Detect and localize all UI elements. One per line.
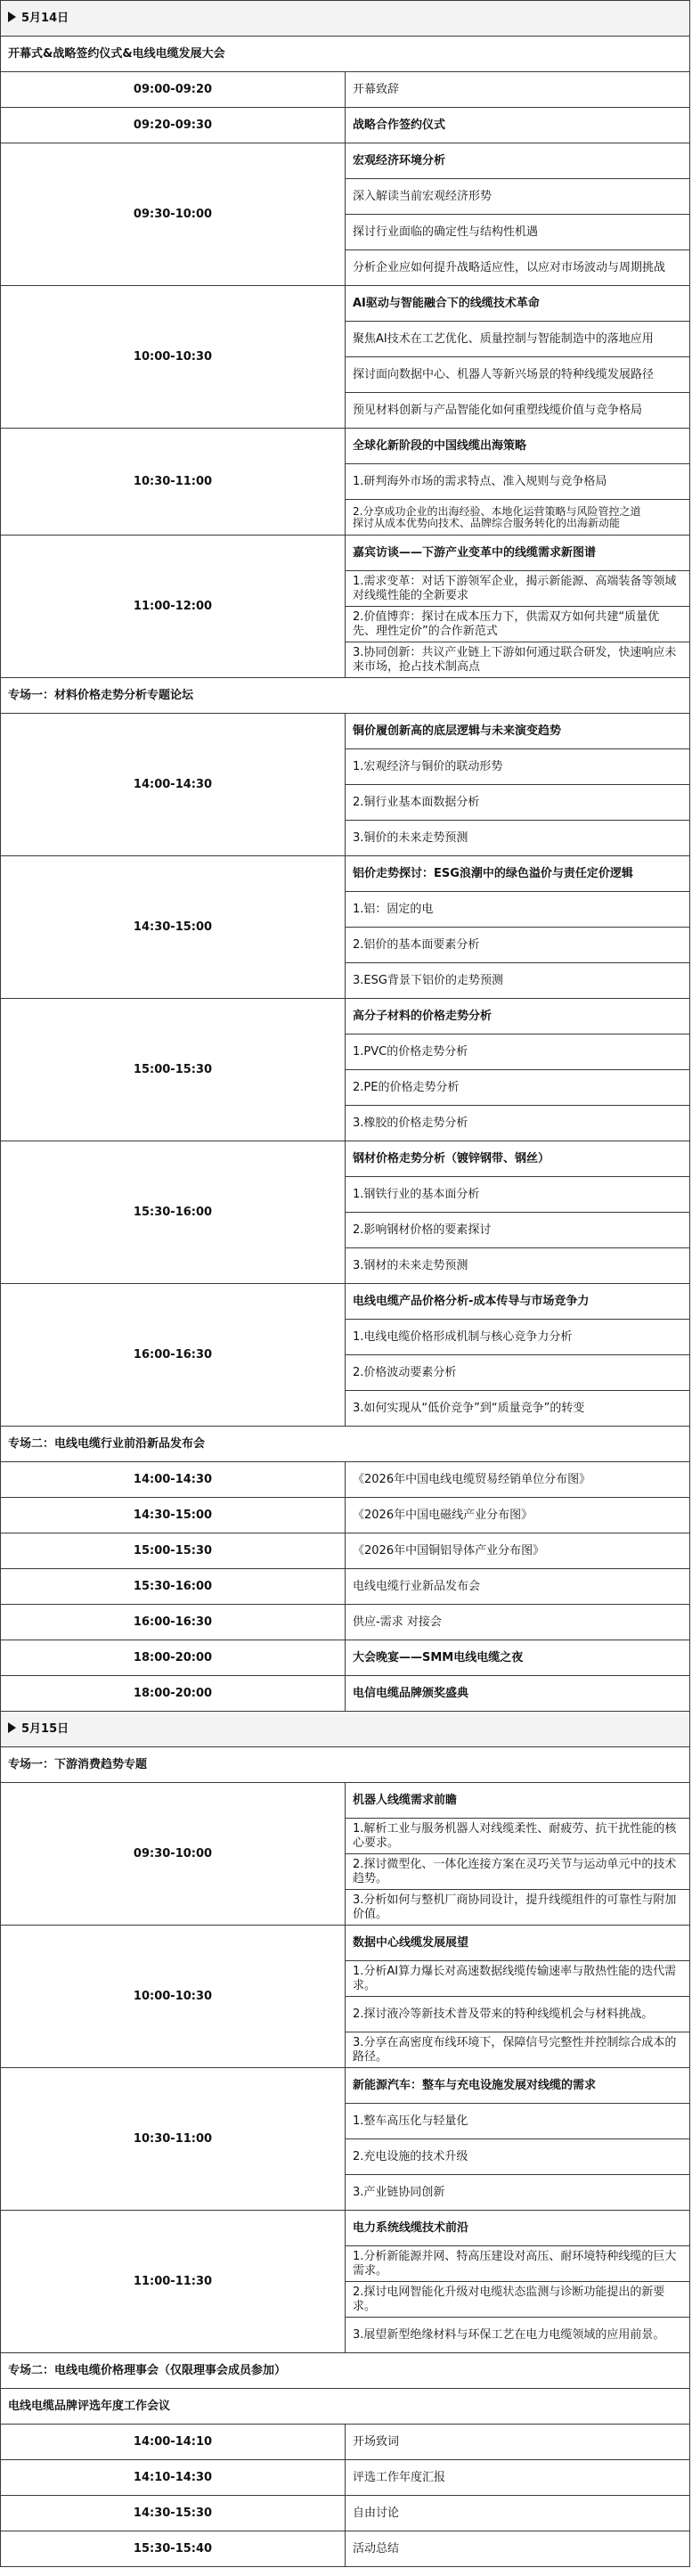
agenda-row [1, 1783, 690, 1819]
topic-item: 3.如何实现从“低价竞争”到“质量竞争”的转变 [346, 1391, 690, 1427]
topic-item: 开场致词 [346, 2425, 690, 2460]
topic-title: 电线电缆产品价格分析-成本传导与市场竞争力 [346, 1284, 690, 1320]
time-cell: 10:30-11:00 [1, 2068, 346, 2211]
agenda-row [1, 2496, 690, 2531]
topic-item: 开幕致辞 [346, 72, 690, 108]
topic-item: 《2026年中国电磁线产业分布图》 [346, 1498, 690, 1533]
agenda-row [1, 1676, 690, 1712]
time-cell: 14:00-14:30 [1, 1462, 346, 1498]
topic-item: 电线电缆行业新品发布会 [346, 1569, 690, 1605]
topic-title: 高分子材料的价格走势分析 [346, 999, 690, 1034]
agenda-row [1, 2460, 690, 2496]
time-cell: 10:00-10:30 [1, 1926, 346, 2068]
topic-title: 电信电缆品牌颁奖盛典 [346, 1676, 690, 1712]
topic-title: AI驱动与智能融合下的线缆技术革命 [346, 286, 690, 322]
topic-item: 《2026年中国电线电缆贸易经销单位分布图》 [346, 1462, 690, 1498]
session-title: 专场一：下游消费趋势专题 [8, 1757, 148, 1771]
topic-title: 铝价走势探讨：ESG浪潮中的绿色溢价与责任定价逻辑 [346, 856, 690, 892]
topic-item: 3.钢材的未来走势预测 [346, 1248, 690, 1284]
topic-item: 2.充电设施的技术升级 [346, 2139, 690, 2175]
agenda-row [1, 1462, 690, 1498]
topic-item: 1.电线电缆价格形成机制与核心竞争力分析 [346, 1320, 690, 1355]
time-cell: 16:00-16:30 [1, 1284, 346, 1427]
topic-item: 1.钢铁行业的基本面分析 [346, 1177, 690, 1213]
topic-item: 3.分析如何与整机厂商协同设计，提升线缆组件的可靠性与附加价值。 [346, 1890, 690, 1926]
topic-item: 2.探讨液冷等新技术普及带来的特种线缆机会与材料挑战。 [346, 1997, 690, 2032]
topic-item: 3.展望新型绝缘材料与环保工艺在电力电缆领域的应用前景。 [346, 2318, 690, 2353]
agenda-row [1, 429, 690, 464]
time-cell: 14:10-14:30 [1, 2460, 346, 2496]
topic-item: 2.价值博弈：探讨在成本压力下，供需双方如何共建“质量优先、理性定价”的合作新范式 [346, 607, 690, 642]
day-label: 5月14日 [21, 11, 69, 25]
topic-item: 探讨面向数据中心、机器人等新兴场景的特种线缆发展路径 [346, 357, 690, 393]
topic-item: 活动总结 [346, 2531, 690, 2567]
time-cell: 16:00-16:30 [1, 1605, 346, 1640]
triangle-right-icon [8, 12, 16, 22]
topic-item: 3.橡胶的价格走势分析 [346, 1106, 690, 1141]
agenda-row [1, 1141, 690, 1177]
agenda-row [1, 1640, 690, 1676]
session-header [1, 2389, 690, 2425]
time-cell: 09:30-10:00 [1, 143, 346, 286]
topic-item: 1.整车高压化与轻量化 [346, 2104, 690, 2139]
topic-item: 2.价格波动要素分析 [346, 1355, 690, 1391]
time-cell: 18:00-20:00 [1, 1676, 346, 1712]
agenda-row [1, 286, 690, 322]
agenda-row [1, 2211, 690, 2246]
agenda-row [1, 2425, 690, 2460]
time-cell: 11:00-11:30 [1, 2211, 346, 2353]
triangle-right-icon [8, 1722, 16, 1733]
topic-title: 铜价履创新高的底层逻辑与未来演变趋势 [346, 714, 690, 749]
session-title: 专场一：材料价格走势分析专题论坛 [8, 688, 194, 702]
session-header-row [1, 1427, 690, 1462]
day-label: 5月15日 [21, 1721, 69, 1736]
topic-item: 2.探讨电网智能化升级对电缆状态监测与诊断功能提出的新要求。 [346, 2282, 690, 2318]
topic-item: 自由讨论 [346, 2496, 690, 2531]
topic-item: 1.分析新能源并网、特高压建设对高压、耐环境特种线缆的巨大需求。 [346, 2246, 690, 2282]
agenda-row [1, 999, 690, 1034]
session-header-row [1, 1747, 690, 1783]
topic-item: 1.宏观经济与铜价的联动形势 [346, 749, 690, 785]
topic-title: 宏观经济环境分析 [346, 143, 690, 179]
agenda-row [1, 1926, 690, 1961]
session-header-row [1, 2389, 690, 2425]
session-title: 电线电缆品牌评选年度工作会议 [8, 2399, 171, 2413]
session-header [1, 1747, 690, 1783]
session-header [1, 1427, 690, 1462]
topic-title: 电力系统线缆技术前沿 [346, 2211, 690, 2246]
time-cell: 14:00-14:30 [1, 714, 346, 856]
topic-item: 探讨行业面临的确定性与结构性机遇 [346, 215, 690, 250]
topic-title: 机器人线缆需求前瞻 [346, 1783, 690, 1819]
session-header [1, 2353, 690, 2389]
topic-title: 全球化新阶段的中国线缆出海策略 [346, 429, 690, 464]
agenda-row [1, 1284, 690, 1320]
agenda-row [1, 1533, 690, 1569]
time-cell: 14:30-15:00 [1, 1498, 346, 1533]
time-cell: 14:30-15:30 [1, 2496, 346, 2531]
time-cell: 15:30-15:40 [1, 2531, 346, 2567]
agenda-row [1, 1569, 690, 1605]
agenda-row [1, 1605, 690, 1640]
topic-item: 1.分析AI算力爆长对高速数据线缆传输速率与散热性能的迭代需求。 [346, 1961, 690, 1997]
day-header [1, 1712, 690, 1747]
topic-item: 2.探讨微型化、一体化连接方案在灵巧关节与运动单元中的技术趋势。 [346, 1854, 690, 1890]
topic-item: 供应-需求 对接会 [346, 1605, 690, 1640]
time-cell: 11:00-12:00 [1, 536, 346, 678]
session-title: 专场二：电线电缆价格理事会（仅限理事会成员参加） [8, 2363, 287, 2377]
topic-title: 数据中心线缆发展展望 [346, 1926, 690, 1961]
topic-item: 1.PVC的价格走势分析 [346, 1034, 690, 1070]
session-header-row [1, 37, 690, 72]
agenda-row [1, 72, 690, 108]
topic-item: 2.PE的价格走势分析 [346, 1070, 690, 1106]
time-cell: 10:30-11:00 [1, 429, 346, 536]
topic-item: 2.铝价的基本面要素分析 [346, 928, 690, 963]
time-cell: 14:30-15:00 [1, 856, 346, 999]
topic-item: 1.需求变革：对话下游领军企业，揭示新能源、高端装备等领域对线缆性能的全新要求 [346, 571, 690, 607]
topic-item: 1.铝：固定的电 [346, 892, 690, 928]
agenda-row [1, 2531, 690, 2567]
topic-item: 1.解析工业与服务机器人对线缆柔性、耐疲劳、抗干扰性能的核心要求。 [346, 1819, 690, 1854]
time-cell: 14:00-14:10 [1, 2425, 346, 2460]
topic-item: 评选工作年度汇报 [346, 2460, 690, 2496]
time-cell: 15:30-16:00 [1, 1141, 346, 1284]
session-header [1, 37, 690, 72]
topic-item: 预见材料创新与产品智能化如何重塑线缆价值与竞争格局 [346, 393, 690, 429]
agenda-row [1, 1498, 690, 1533]
agenda-row [1, 108, 690, 143]
agenda-row [1, 856, 690, 892]
topic-item: 聚焦AI技术在工艺优化、质量控制与智能制造中的落地应用 [346, 322, 690, 357]
topic-item: 3.产业链协同创新 [346, 2175, 690, 2211]
topic-title: 战略合作签约仪式 [346, 108, 690, 143]
topic-item: 深入解读当前宏观经济形势 [346, 179, 690, 215]
agenda-row [1, 536, 690, 571]
topic-title: 大会晚宴——SMM电线电缆之夜 [346, 1640, 690, 1676]
topic-item: 《2026年中国铜铝导体产业分布图》 [346, 1533, 690, 1569]
time-cell: 09:30-10:00 [1, 1783, 346, 1926]
topic-item: 分析企业应如何提升战略适应性，以应对市场波动与周期挑战 [346, 250, 690, 286]
time-cell: 10:00-10:30 [1, 286, 346, 429]
topic-title: 嘉宾访谈——下游产业变革中的线缆需求新图谱 [346, 536, 690, 571]
day-header-row [1, 1712, 690, 1747]
time-cell: 09:20-09:30 [1, 108, 346, 143]
topic-title: 新能源汽车：整车与充电设施发展对线缆的需求 [346, 2068, 690, 2104]
session-title: 专场二：电线电缆行业前沿新品发布会 [8, 1436, 206, 1451]
agenda-body [1, 1, 690, 2567]
topic-item: 3.ESG背景下铝价的走势预测 [346, 963, 690, 999]
agenda-row [1, 714, 690, 749]
topic-item: 2.铜行业基本面数据分析 [346, 785, 690, 821]
day-header-row [1, 1, 690, 37]
agenda-row [1, 2068, 690, 2104]
topic-item: 2.影响钢材价格的要素探讨 [346, 1213, 690, 1248]
topic-item: 2.分享成功企业的出海经验、本地化运营策略与风险管控之道 探讨从成本优势向技术、品牌综合服务转化的出海新动能 [346, 500, 690, 536]
session-header-row [1, 2353, 690, 2389]
topic-item: 3.分享在高密度布线环境下，保障信号完整性并控制综合成本的路径。 [346, 2032, 690, 2068]
topic-item: 3.协同创新：共议产业链上下游如何通过联合研发，快速响应未来市场，抢占技术制高点 [346, 642, 690, 678]
topic-item: 1.研判海外市场的需求特点、准入规则与竞争格局 [346, 464, 690, 500]
time-cell: 15:30-16:00 [1, 1569, 346, 1605]
topic-item: 3.铜价的未来走势预测 [346, 821, 690, 856]
time-cell: 15:00-15:30 [1, 1533, 346, 1569]
session-header-row [1, 678, 690, 714]
session-header [1, 678, 690, 714]
time-cell: 09:00-09:20 [1, 72, 346, 108]
topic-title: 钢材价格走势分析（镀锌钢带、钢丝） [346, 1141, 690, 1177]
day-header [1, 1, 690, 37]
session-title: 开幕式&战略签约仪式&电线电缆发展大会 [8, 46, 225, 61]
agenda-row [1, 143, 690, 179]
time-cell: 15:00-15:30 [1, 999, 346, 1141]
time-cell: 18:00-20:00 [1, 1640, 346, 1676]
